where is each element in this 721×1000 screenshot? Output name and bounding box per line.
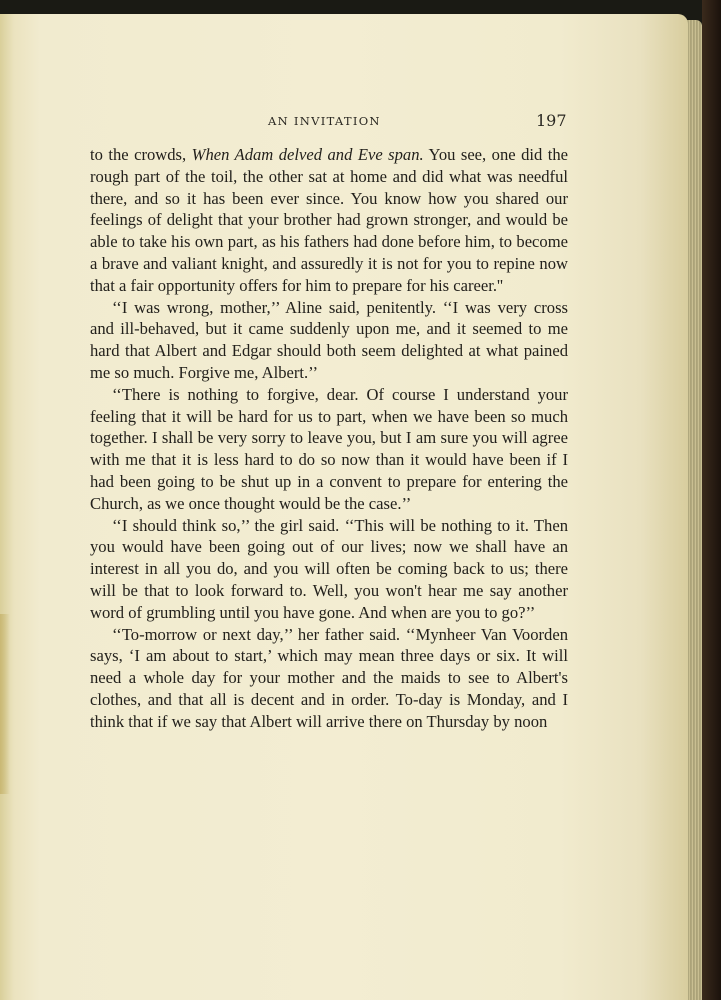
page-edges: [686, 20, 702, 1000]
paragraph-1-rest: You see, one did the rough part of the toil, the other sat at home and did what was needful there, and so it has been ever since. You know how you shared our feelings of delight that your brother had grown stronger, and would be able to take his own part, as his fathers had done before him, to become a brave and valiant knight, and assuredly it is not for you to repine now that a fair opportunity offers for him to prepare for his career.'': [90, 145, 568, 295]
running-title: AN INVITATION: [268, 114, 381, 128]
body-text: [90, 144, 568, 733]
paragraph-1: [90, 144, 568, 297]
paragraph-5: ‘‘To-morrow or next day,’’ her father said. ‘‘Mynheer Van Voorden says, ‘I am about to start,’ which may mean three days or six. It will need a whole day for your mother and the maids to see to Albert's clothes, and that all is decent and in order. To-day is Monday, and I think that if we say that Albert will arrive there on Thursday by noon: [90, 624, 568, 731]
paragraph-1-start: to the crowds,: [90, 145, 192, 164]
page-paper: [0, 14, 688, 1000]
running-header: [0, 111, 688, 134]
paragraph-3: ‘‘There is nothing to forgive, dear. Of course I understand your feeling that it will be hard for us to part, when we have been so much together. I shall be very sorry to leave you, but I am sure you will agree with me that it is less hard to do so now than it would have been if I had been going to be shut up in a convent to prepare for entering the Church, as we once thought would be the case.’’: [90, 384, 568, 513]
paragraph-4: ‘‘I should think so,’’ the girl said. ‘‘This will be nothing to it. Then you would have been going out of our lives; now we shall have an interest in all you do, and you will often be coming back to us; there will be that to look forward to. Well, you won't hear me say another word of grumbling until you have gone. And when are you to go?’’: [90, 515, 568, 622]
paragraph-2: ‘‘I was wrong, mother,’’ Aline said, penitently. ‘‘I was very cross and ill-behaved, but it came suddenly upon me, and it seemed to me hard that Albert and Edgar should both seem delighted at what pained me so much. Forgive me, Albert.’’: [90, 297, 568, 382]
italic-quote: When Adam delved and Eve span.: [191, 145, 424, 164]
paper-stain: [0, 614, 10, 794]
book-spine: [702, 0, 721, 1000]
page-number: 197: [536, 111, 567, 130]
